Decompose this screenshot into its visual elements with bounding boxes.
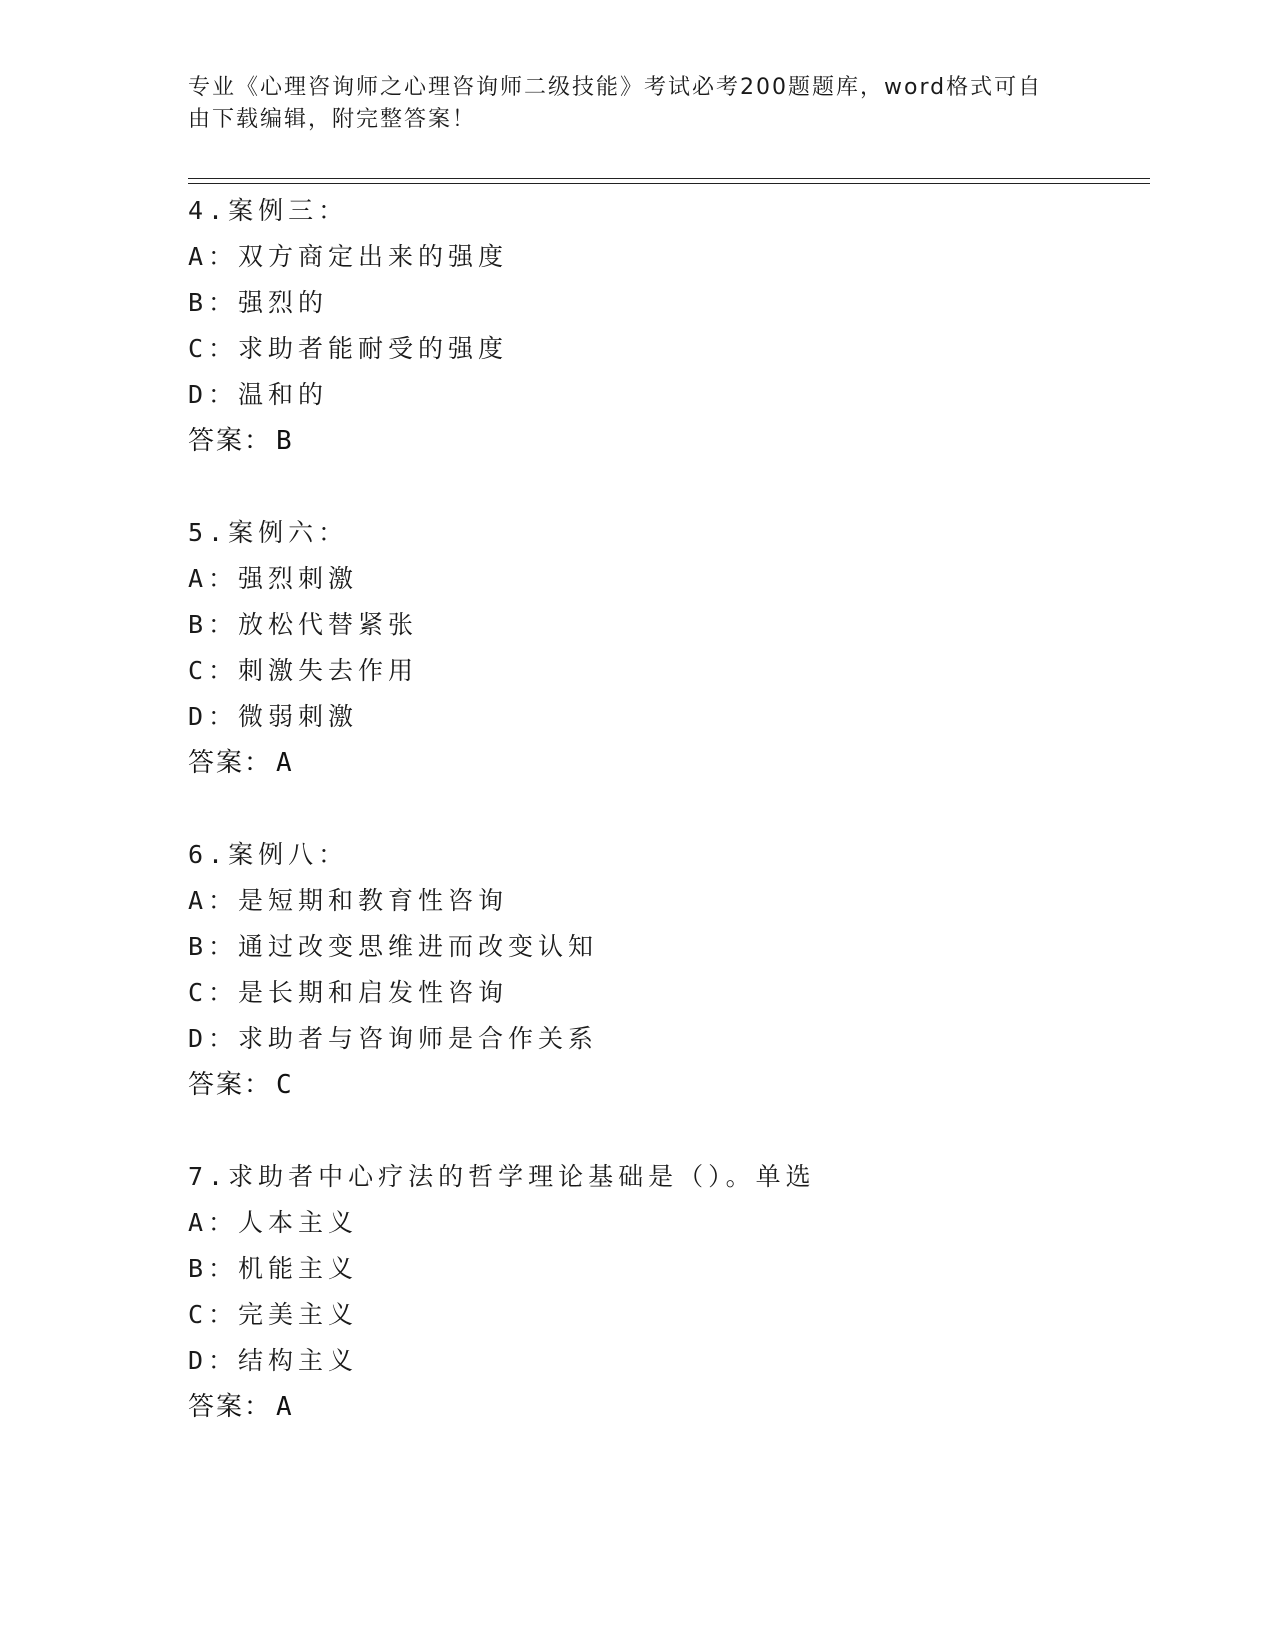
option-b: B：机能主义: [188, 1254, 359, 1283]
question-stem: 6.案例八：: [188, 840, 349, 869]
answer-value: A: [276, 748, 292, 778]
question-list: [188, 188, 1148, 1476]
option-d: D：微弱刺激: [188, 702, 359, 731]
header-line-1: 专业《心理咨询师之心理咨询师二级技能》考试必考200题题库，word格式可自: [188, 75, 1043, 100]
question-stem: 7.求助者中心疗法的哲学理论基础是（）。单选: [188, 1162, 816, 1191]
option-c: C：求助者能耐受的强度: [188, 334, 509, 363]
answer-line: [188, 1062, 1148, 1108]
answer-line: [188, 418, 1148, 464]
answer-value: C: [276, 1070, 292, 1100]
question-item: [188, 1154, 1148, 1430]
answer-label: 答案：: [188, 426, 273, 456]
option-c: C：刺激失去作用: [188, 656, 419, 685]
option-c: C：是长期和启发性咨询: [188, 978, 509, 1007]
question-item: [188, 832, 1148, 1108]
option-a: A：双方商定出来的强度: [188, 242, 509, 271]
option-a: A：强烈刺激: [188, 564, 359, 593]
answer-value: A: [276, 1392, 292, 1422]
answer-line: [188, 1384, 1148, 1430]
question-stem: 5.案例六：: [188, 518, 349, 547]
header-line-2: 由下载编辑，附完整答案！: [188, 107, 477, 132]
document-header: [188, 72, 1068, 136]
option-a: A：人本主义: [188, 1208, 359, 1237]
answer-label: 答案：: [188, 1070, 273, 1100]
option-d: D：求助者与咨询师是合作关系: [188, 1024, 599, 1053]
answer-label: 答案：: [188, 1392, 273, 1422]
answer-line: [188, 740, 1148, 786]
option-a: A：是短期和教育性咨询: [188, 886, 509, 915]
question-item: [188, 188, 1148, 464]
option-b: B：放松代替紧张: [188, 610, 419, 639]
option-b: B：强烈的: [188, 288, 329, 317]
answer-value: B: [276, 426, 292, 456]
option-b: B：通过改变思维进而改变认知: [188, 932, 599, 961]
option-c: C：完美主义: [188, 1300, 359, 1329]
option-d: D：结构主义: [188, 1346, 359, 1375]
answer-label: 答案：: [188, 748, 273, 778]
header-divider-top: [188, 178, 1150, 179]
question-stem: 4.案例三：: [188, 196, 349, 225]
question-item: [188, 510, 1148, 786]
header-divider-bottom: [188, 183, 1150, 184]
option-d: D：温和的: [188, 380, 329, 409]
